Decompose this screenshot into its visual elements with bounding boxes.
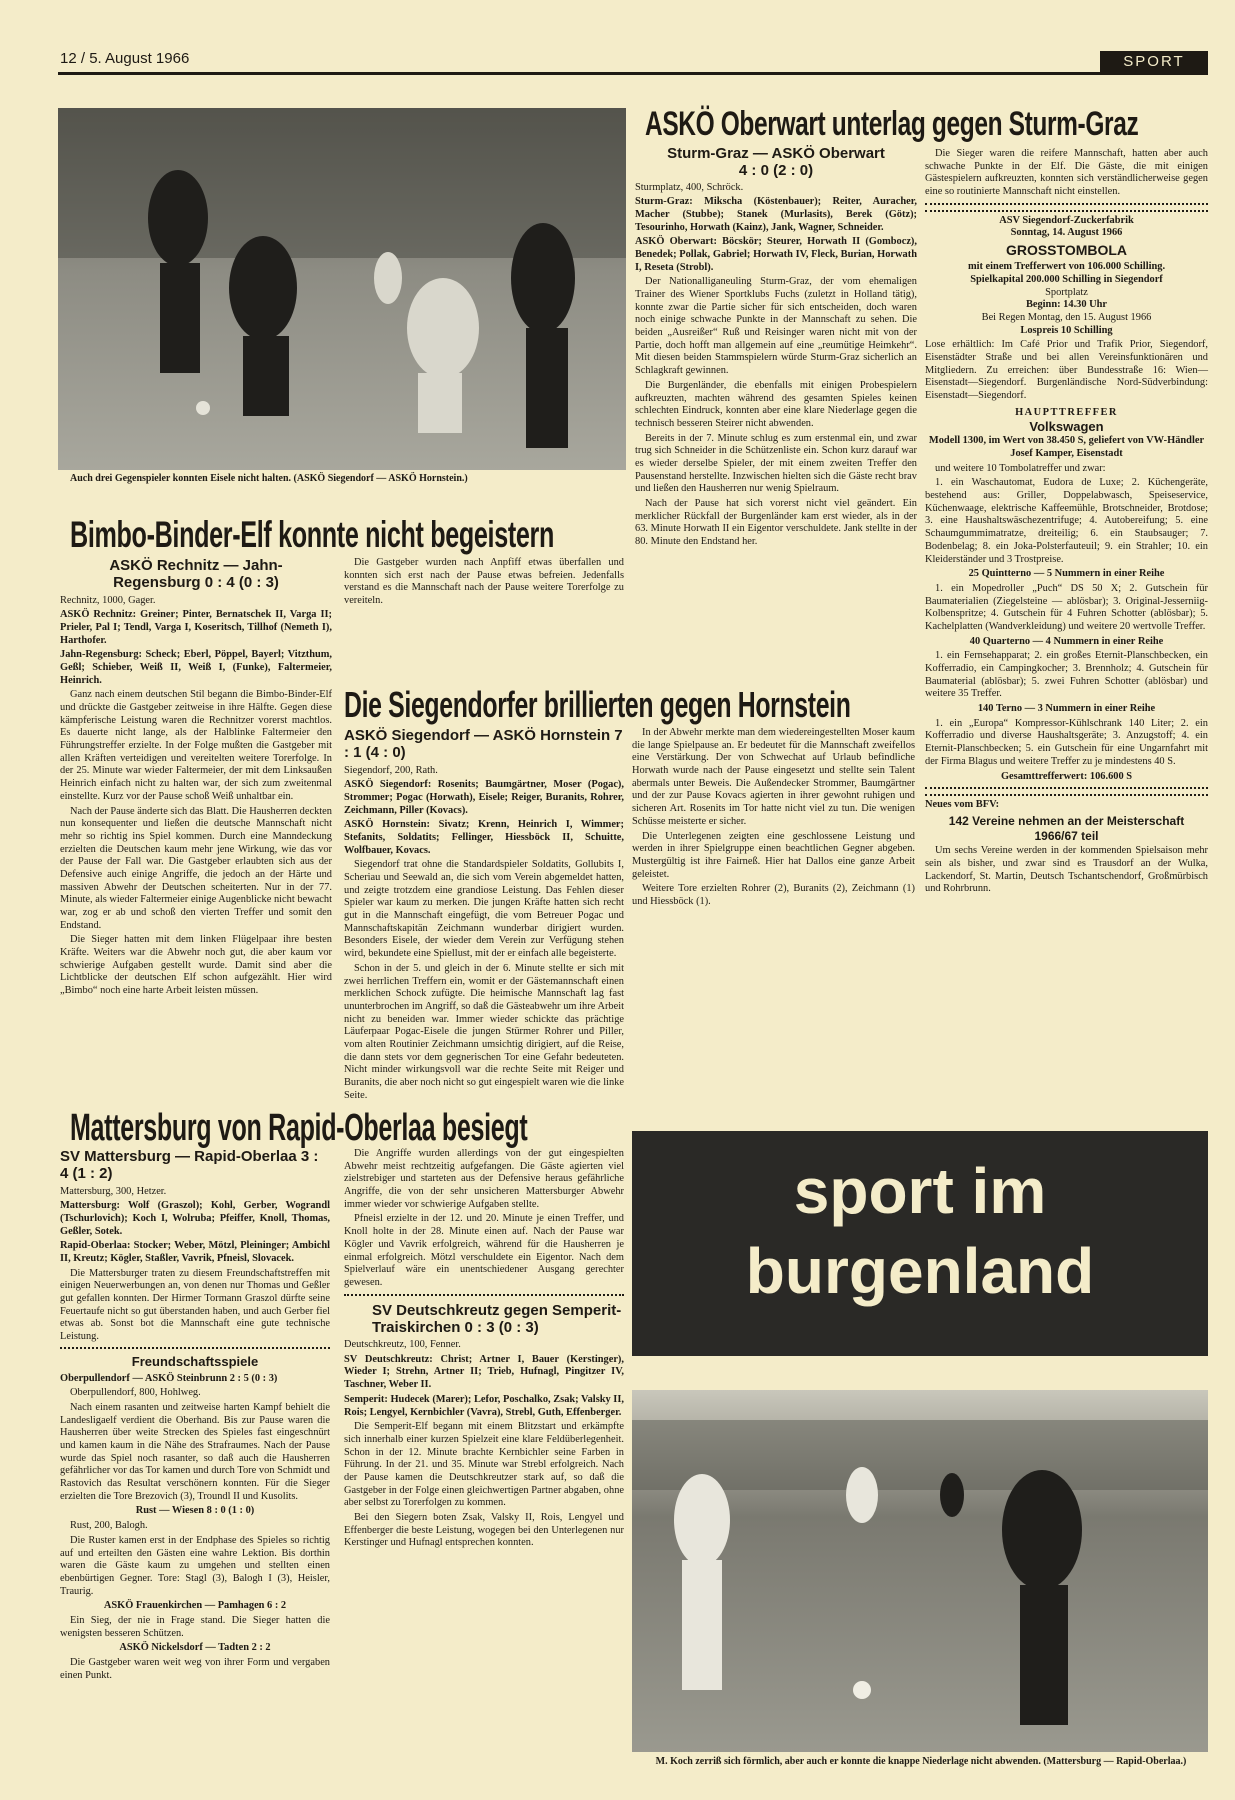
deutschkreutz-lineup-semperit: Semperit: Hudecek (Marer); Lefor, Poschalko, Zsak; Valsky II, Rois; Lengyel, Kernbichler (Vavra), Strebl, Guth, Effenberger.: [344, 1393, 624, 1418]
header-rule: [58, 72, 1208, 75]
headline-mattersburg: Mattersburg von Rapid-Oberlaa besiegt: [70, 1107, 528, 1149]
freund-game-1: Oberpullendorf — ASKÖ Steinbrunn 2 : 5 (0 : 3): [60, 1372, 278, 1384]
oberwart-lineup-oberwart: ASKÖ Oberwart: Böcskör; Steurer, Horwath II (Gombocz), Benedek; Pollak, Gabriel; Horwath IV, Fleck, Burian, Horwath I, Reseta (Strobl).: [635, 236, 917, 273]
bimbo-paragraph-3: Die Sieger hatten mit dem linken Flügelpaar ihre besten Kräfte. Weiters war die Abwehr noch gut, die aber kaum vor schwierige Aufgaben gestellt wurde. Damit sind aber die Lichtblicke der deutschen Elf schon aufgezählt. Hier wird „Bimbo“ noch eine harte Arbeit leisten müssen.: [60, 934, 332, 997]
bfv-title: 142 Vereine nehmen an der Meisterschaft 1966/67 teil: [948, 813, 1185, 843]
bfv-paragraph: Um sechs Vereine werden in der kommenden Spielsaison mehr sein als bisher, und zwar sind es Trausdorf an der Wulka, Lackendorf, St. Martin, Deutsch Tschantschendorf, Großmürbisch und Rohrbrunn.: [925, 845, 1208, 895]
siegendorf-paragraph-1: Siegendorf trat ohne die Standardspieler Soldatits, Gollubits I, Scheriau und Seewald an, die sich vom Verein abgemeldet hatten, und zeigte trotzdem eine grandiose Leistung. Das Fehlen dieser Spieler war kaum zu merken. Die jungen Kräfte hatten sich recht gut in die Mannschaft eingefügt, die vom Betreuer Pogac und Mannschaftskapitän Zeichmann wunderbar dirigiert wurden. Besonders Eisele, der wieder dem Verein zur Verfügung stehen wird, bekundete eine Spiellust, mit der er einfach alle begeisterte.: [344, 859, 624, 960]
tombola-quintterno: 1. ein Mopedroller „Puch“ DS 50 X; 2. Gutschein für Baumaterialien (Ziegelsteine — ablösbar); 3. Original-Jesserniig-Kolbenspritze; 4. Gutschein für 4 Fuhren Schotter (ablösbar); 5. Kachelplatten (Wandverkleidung) und weitere 20 wertvolle Treffer.: [925, 582, 1208, 632]
freund-game-4-text: Die Gastgeber waren weit weg von ihrer Form und vergaben einen Punkt.: [60, 1657, 330, 1681]
headline-siegendorf: Die Siegendorfer brillierten gegen Hornstein: [344, 684, 851, 725]
banner-line-2: burgenland: [745, 1235, 1095, 1307]
football-match-image: [632, 1390, 1208, 1752]
right-column: [925, 148, 1208, 898]
tombola-paragraph-1: Lose erhältlich: Im Café Prior und Trafik Prior, Siegendorf, Eisenstädter Straße und bei allen Vereinsfunktionären und Mitgliedern. Zu erreichen: über Bundesstraße 16: Wien—Eisenstadt—Siegendorf. Burgenländische Nord-Südverbindung: Eisenstadt—Siegendorf.: [925, 339, 1208, 402]
article-mattersburg-col1: [60, 1148, 330, 1684]
football-photo-2: [632, 1390, 1208, 1752]
freund-title: Freundschaftsspiele: [131, 1353, 259, 1369]
dotted-divider-3: [60, 1347, 330, 1351]
sport-im-burgenland-banner: [632, 1131, 1208, 1356]
article-bimbo-col1: [60, 557, 332, 1000]
mattersburg-lineup-oberlaa: Rapid-Oberlaa: Stocker; Weber, Mötzl, Pleininger; Ambichl II, Kreutz; Kögler, Staßler, Vavrik, Pfneisl, Slovacek.: [60, 1240, 330, 1264]
oberwart-venue: Sturmplatz, 400, Schröck.: [635, 181, 744, 193]
mattersburg-paragraph-2: Die Angriffe wurden allerdings von der gut eingespielten Abwehr meist rechtzeitig aufgefangen. Die Gäste agierten viel zielstrebiger und starteten aus der Defensive heraus gefährliche Angriffe, die von der sehr unsicheren Mattersburger Abwehr immer wieder vor schwierige Aufgaben stellte.: [344, 1148, 624, 1210]
siegendorf-paragraph-2: Schon in der 5. und gleich in der 6. Minute stellte er sich mit zwei herrlichen Treffern ein, womit er der Gästemannschaft einen merklichen Schock zufügte. Die heimische Mannschaft lag fast ununterbrochen im Angriff, so daß die Gästeabwehr um ihre Arbeit nicht zu beneiden war. Immer wieder schickte das prächtige Läuferpaar Pogac-Eisele die jungen Stürmer Rohrer und Piller, vom alten Routinier Zeichmann umsichtig dirigiert, auf die Reise, die dann stets vor dem gegnerischen Tor eine Gefahr bedeuteten. Nicht minder wirkungsvoll war die rechte Seite mit Reiger und Buranits, die aber noch nicht so gut eingespielt waren wie die linke Seite.: [344, 962, 624, 1101]
tombola-organizer: ASV Siegendorf-Zuckerfabrik: [999, 214, 1134, 226]
freund-game-4: ASKÖ Nickelsdorf — Tadten 2 : 2: [119, 1642, 271, 1654]
mattersburg-paragraph-1: Die Mattersburger traten zu diesem Freundschaftstreffen mit einigen Neuerwerbungen an, von denen nur Thomas und Geßler gut gefallen konnten. Der Hirmer Tormann Graszol dürfte seine Feuertaufe nicht so gut überstanden haben, und auch Gerber fiel etwas ab. Sonst bot die Mannschaft eine gute technische Leistung.: [60, 1267, 330, 1343]
oberwart-paragraph-3: Bereits in der 7. Minute schlug es zum erstenmal ein, und zwar trug sich Schneider in die Schützenliste ein. Schon kurz darauf war es wieder derselbe Spieler, der mit einem zweiten Treffer den Pausenstand herstellte. Inzwischen hielten sich die Gäste recht brav und ließen den Hausherren nur wenig Spielraum.: [635, 432, 917, 495]
oberwart-teams: Sturm-Graz — ASKÖ Oberwart: [667, 145, 885, 162]
tombola-paragraph-4: 1. ein Waschautomat, Eudora de Luxe; 2. Küchengeräte, bestehend aus: Griller, Doppelabwasch, Speiseservice, Küchenwaage, elektrische Kaffeemühle, Brotschneider, Brotdose; 3. eine Haushaltswäschezentrifuge; 4. Autobereifung; 5. eine Schaumgummimatratze, dreiteilig; 6. ein Staubsauger; 7. Bodenbelag; 8. ein Joka-Polsterfauteuil; 9. ein Strahler; 10. ein Kleiderständer und 3 Trostpreise.: [925, 477, 1208, 565]
oberwart-paragraph-4: Nach der Pause hat sich vorerst nicht viel geändert. Ein merklicher Rückfall der Burgenländer kam erst wieder, als in der 63. Minute Horwath II ein Eigentor verschuldete. Jank stellte in der 80. Minute den Endstand her.: [635, 498, 917, 548]
tombola-paragraph-2: Modell 1300, im Wert von 38.450 S, geliefert von VW-Händler Josef Kamper, Eisenstadt: [928, 435, 1205, 459]
freund-game-2-text: Die Ruster kamen erst in der Endphase des Spieles so richtig auf und erteilten den Gästen eine wahre Lektion. Bis dorthin waren die Gäste kaum zu umgehen und stellten einen ebenbürtigen Gegner. Tore: Stagl (3), Balogh I (3), Heisler, Traurig.: [60, 1534, 330, 1597]
article-oberwart-col1: [635, 145, 917, 551]
tombola-quintterno-head: 25 Quintterno — 5 Nummern in einer Reihe: [968, 568, 1165, 580]
bimbo-paragraph-2: Nach der Pause änderte sich das Blatt. Die Hausherren deckten nun konsequenter und ließen die deutsche Mannschaft nicht mehr so richtig ins Spiel kommen. Durch eine Manndeckung erzielten die Deutschen kaum mehr jene Wirkung, wie das vor der Pause der Fall war. Die Gastgeber erlaubten sich aus der Defensive auch einige Angriffe, die jedoch an der Härte und massiven Abwehr der Deutschen scheiterten. Nur in der 77. Minute, als wieder Faltermeier einige Augenblicke nicht bewacht war, zog er ab und schoß den vierten Treffer und somit den Endstand.: [60, 805, 332, 931]
freund-game-2-venue: Rust, 200, Balogh.: [70, 1520, 148, 1532]
article-mattersburg-col2: [344, 1148, 624, 1552]
page-number: 12: [60, 50, 77, 67]
freund-game-1-venue: Oberpullendorf, 800, Hohlweg.: [70, 1387, 201, 1399]
tombola-line-5: Bei Regen Montag, den 15. August 1966: [981, 311, 1152, 323]
bimbo-venue: Rechnitz, 1000, Gager.: [60, 594, 156, 606]
photo-2-caption: M. Koch zerriß sich förmlich, aber auch er konnte die knappe Niederlage nicht abwenden. (Mattersburg — Rapid-Oberlaa.): [655, 1756, 1187, 1767]
tombola-line-4: Beginn: 14.30 Uhr: [1025, 299, 1108, 311]
dotted-divider-2: [925, 787, 1208, 796]
headline-bimbo: Bimbo-Binder-Elf konnte nicht begeistern: [70, 514, 555, 555]
photo-1-caption: Auch drei Gegenspieler konnten Eisele nicht halten. (ASKÖ Siegendorf — ASKÖ Hornstein.): [70, 473, 468, 484]
deutschkreutz-venue: Deutschkreutz, 100, Fenner.: [344, 1339, 461, 1351]
tombola-quarterno: 1. ein Fernsehapparat; 2. ein großes Eternit-Planschbecken, ein Kofferradio, ein Campingkocher; 3. Brennholz; 4. Gutschein für Baumaterial (ablösbar); 5. zwei Fuhren Schotter (ablösbar) und weitere 35 Treffer.: [925, 650, 1208, 700]
mattersburg-lineup-mattersburg: Mattersburg: Wolf (Graszol); Kohl, Gerber, Wograndl (Tschurlovich); Koch I, Wolruba; Pfeiffer, Knoll, Thomas, Geßler, Sotek.: [60, 1200, 330, 1237]
oberwart-paragraph-1: Der Nationalliganeuling Sturm-Graz, der vom ehemaligen Trainer des Wiener Sportklubs Fuchs (zuletzt in Holland tätig), konnte zwar die Partie sicher für sich entscheiden, doch waren noch einige schwache Punkte in der Mannschaft zu sehen. Die beiden „Ausreißer“ Ruß und Reisinger waren nicht mit von der Partie, doch hofft man allgemein auf eine „reumütige Heimkehr“. Mit diesen beiden Stammspielern würde Sturm-Graz sicherlich an Schlagkraft gewinnen.: [635, 276, 917, 377]
bimbo-lineup-regensburg: Jahn-Regensburg: Scheck; Eberl, Pöppel, Bayerl; Vitzthum, Geßl; Schieber, Weiß II, Weiß I, (Funke), Faltermeier, Heinrich.: [60, 649, 332, 686]
siegendorf-lineup-siegendorf: ASKÖ Siegendorf: Rosenits; Baumgärtner, Moser (Pogac), Strommer; Pogac (Horwath), Eisele; Reiger, Buranits, Rohrer, Zeichmann, Piller (Kovacs).: [344, 779, 624, 816]
freund-game-3-text: Ein Sieg, der nie in Frage stand. Die Sieger hatten die wenigsten besseren Schützen.: [60, 1614, 330, 1639]
page-number-date: [60, 50, 189, 68]
oberwart-score: 4 : 0 (2 : 0): [738, 162, 814, 180]
article-siegendorf-col1: [344, 727, 624, 1104]
bimbo-paragraph-1: Ganz nach einem deutschen Stil begann die Bimbo-Binder-Elf und drückte die Gastgeber zeitweise in ihre Hälfte. Gegen diese kämpferische Leistung waren die Rechnitzer vorerst machtlos. Es dauerte nicht lange, als der Halblinke Faltermeier den Führungstreffer erzielte. In der Folge mußten die Gastgeber mit allen Kräften verteidigen und vereitelten weitere Torerfolge. In der 25. Minute war wieder Faltermeier, der mit dem Linksaußen Heinrich einfach nicht zu halten war, der sich zum zweitenmal einstellte. Kurz vor der Pause schoß Weiß unhaltbar ein.: [60, 689, 332, 802]
tombola-quarterno-head: 40 Quarterno — 4 Nummern in einer Reihe: [969, 635, 1164, 647]
deutschkreutz-paragraph-2: Bei den Siegern boten Zsak, Valsky II, Rois, Lengyel und Effenberger die beste Leistung, wogegen bei den Unterlegenen nur Kerstinger und Hufnagl entsprechen konnten.: [344, 1512, 624, 1549]
dotted-divider-4: [344, 1294, 624, 1298]
deutschkreutz-lineup-deutschkreutz: SV Deutschkreutz: Christ; Artner I, Bauer (Kerstinger), Wieder I; Strehn, Artner II; Trieb, Hufnagl, Pingitzer IV, Taschner, Weber II.: [344, 1353, 624, 1391]
dotted-divider: [925, 203, 1208, 212]
tombola-total: Gesamttrefferwert: 106.600 S: [1000, 770, 1133, 782]
siegendorf-paragraph-3: In der Abwehr merkte man dem wiedereingestellten Moser kaum die lange Spielpause an. Er bedeutet für die Mannschaft zweifellos eine Verstärkung. Der von Schwechat auf Urlaub befindliche Horwath wurde nach der Pause eingesetzt und stellte sein Talent abermals unter Beweis. Die Außendecker Strommer, Baumgärtner und der zur Pause Kovacs agierten in ihrer gewohnt ruhigen und sicheren Art. Rosenits im Tor hatte nicht viel zu tun. Die wenigen Schüsse meisterte er sicher.: [632, 727, 915, 827]
tombola-line-1: mit einem Trefferwert von 106.000 Schilling.: [967, 261, 1166, 273]
mattersburg-venue: Mattersburg, 300, Hetzer.: [60, 1185, 167, 1197]
deutschkreutz-title: SV Deutschkreutz gegen Semperit-Traiskirchen 0 : 3 (0 : 3): [372, 1301, 622, 1336]
freund-game-3: ASKÖ Frauenkirchen — Pamhagen 6 : 2: [103, 1600, 287, 1612]
siegendorf-teams: ASKÖ Siegendorf — ASKÖ Hornstein 7 : 1 (4 : 0): [344, 727, 623, 762]
tombola-paragraph-3: und weitere 10 Tombolatreffer und zwar:: [935, 462, 1106, 474]
oberwart-paragraph-5: Die Sieger waren die reifere Mannschaft, hatten aber auch schwache Punkte in der Elf. Die Gäste, die mit einigen Gästespielern aufkreuzten, konnten sich verständlicherweise gegen eine so routinierte Mannschaft nicht einstellen.: [925, 148, 1208, 198]
tombola-date: Sonntag, 14. August 1966: [1010, 227, 1123, 239]
freund-game-2: Rust — Wiesen 8 : 0 (1 : 0): [135, 1505, 255, 1517]
football-players-image: [58, 108, 626, 470]
tombola-volkswagen: Volkswagen: [1029, 419, 1104, 435]
oberwart-lineup-sturm: Sturm-Graz: Mikscha (Köstenbauer); Reiter, Auracher, Macher (Stubbe); Stanek (Murlasits), Berek (Götz); Tesourinho, Horwath (Kainz), Jank, Wagner, Schneider.: [635, 196, 917, 233]
siegendorf-paragraph-4: Die Unterlegenen zeigten eine geschlossene Leistung und werden in ihrer Spielgruppe einen beachtlichen Gegner abgeben. Mustergültig ist ihre Fairneß. Hier hat Dallos eine ganze Arbeit geleistet.: [632, 830, 915, 880]
tombola-line-6: Lospreis 10 Schilling: [1020, 324, 1113, 336]
bimbo-paragraph-4: Die Gastgeber wurden nach Anpfiff etwas überfallen und konnten sich erst nach der Pause etwas befreien. Jedenfalls verstand es die Mannschaft nach der Pause weitere Torerfolge zu vereiteln.: [344, 557, 624, 607]
issue-date: / 5. August 1966: [80, 50, 190, 67]
oberwart-paragraph-2: Die Burgenländer, die ebenfalls mit einigen Probespielern aufkreuzten, machten während des gesamten Spieles keinen schlechten Eindruck, konnten aber eine klare Niederlage gegen die technisch besseren Steirer nicht abwenden.: [635, 379, 917, 429]
tombola-terno: 1. ein „Europa“ Kompressor-Kühlschrank 140 Liter; 2. ein Kofferradio und diverse Haushaltsgeräte; 3. Anzugstoff; 4. ein Eternit-Planschbecken; 5. ein Gutschein für eine Ungarnfahrt mit der Firma Blagus und weitere Treffer zu je mindestens 40 S.: [925, 717, 1208, 767]
bimbo-lineup-rechnitz: ASKÖ Rechnitz: Greiner; Pinter, Bernatschek II, Varga II; Prieler, Pal I; Tendl, Varga I, Koseritsch, Tillhof (Nemeth I), Harthofer.: [60, 609, 332, 646]
deutschkreutz-paragraph-1: Die Semperit-Elf begann mit einem Blitzstart und erkämpfte sich innerhalb einer kurzen Spielzeit eine klare Feldüberlegenheit. Schon in der 12. Minute brachte Kernbichler seine Farben in Führung. In der 21. und 35. Minute war Strebl erfolgreich. Nach der Pause kamen die Deutschkreutzer stark auf, so daß die Gastgeber in der Folge einen gleichwertigen Partner abgaben, ohne aber selbst zu Torerfolgen zu kommen.: [344, 1421, 624, 1509]
tombola-haupttreffer: HAUPTTREFFER: [1015, 406, 1118, 418]
siegendorf-lineup-hornstein: ASKÖ Hornstein: Sivatz; Krenn, Heinrich I, Wimmer; Stefanits, Soldatits; Fellinger, Hiessböck II, Schuitte, Wolfbauer, Kovacs.: [344, 819, 624, 856]
siegendorf-paragraph-5: Weitere Tore erzielten Rohrer (2), Buranits (2), Zeichmann (1) und Hiessböck (1).: [632, 883, 915, 907]
tombola-line-3: Sportplatz: [1045, 286, 1088, 298]
freund-game-1-text: Nach einem rasanten und zeitweise harten Kampf behielt die Landesligaelf verdient die Oberhand. Bis zur Pause waren die Hausherren über weite Strecken des Spieles fast eingeschnürt und kamen kaum in die Nähe des Strafraumes. Nach der Pause wurde das Spiel noch rasanter, so daß auch die Hausherren gefährlicher vor das Tor kamen und durch Tore von Schmidt und Rastovich das Resultat verschönern konnten. Für die Sieger erzielten die Tore Brezovich (3), Troundl II und Kusolits.: [60, 1401, 330, 1502]
headline-oberwart: ASKÖ Oberwart unterlag gegen Sturm-Graz: [645, 105, 1139, 143]
article-bimbo-col2: [344, 557, 624, 610]
tombola-terno-head: 140 Terno — 3 Nummern in einer Reihe: [977, 703, 1156, 715]
bfv-label: Neues vom BFV:: [925, 799, 1000, 811]
football-photo-1: [58, 108, 626, 470]
bimbo-teams: ASKÖ Rechnitz — Jahn-Regensburg 0 : 4 (0 : 3): [109, 557, 283, 592]
article-siegendorf-col2: [632, 727, 915, 911]
mattersburg-paragraph-3: Pfneisl erzielte in der 12. und 20. Minute je einen Treffer, und Knoll holte in der 28. Minute einen auf. Nach der Pause war Kögler und Vavrik erfolgreich, während für die Hausherren je einmal erfolgreich. Mötzl verschuldete ein Eigentor. Nach dem Spielverlauf wäre ein unentschiedener Ausgang gerechter gewesen.: [344, 1213, 624, 1288]
banner-line-1: sport im: [793, 1155, 1047, 1227]
tombola-title: GROSSTOMBOLA: [1005, 242, 1128, 259]
siegendorf-venue: Siegendorf, 200, Rath.: [344, 764, 438, 776]
section-label: SPORT: [1100, 51, 1208, 72]
tombola-line-2: Spielkapital 200.000 Schilling in Siegendorf: [970, 273, 1163, 285]
mattersburg-teams: SV Mattersburg — Rapid-Oberlaa 3 : 4 (1 : 2): [60, 1148, 319, 1183]
